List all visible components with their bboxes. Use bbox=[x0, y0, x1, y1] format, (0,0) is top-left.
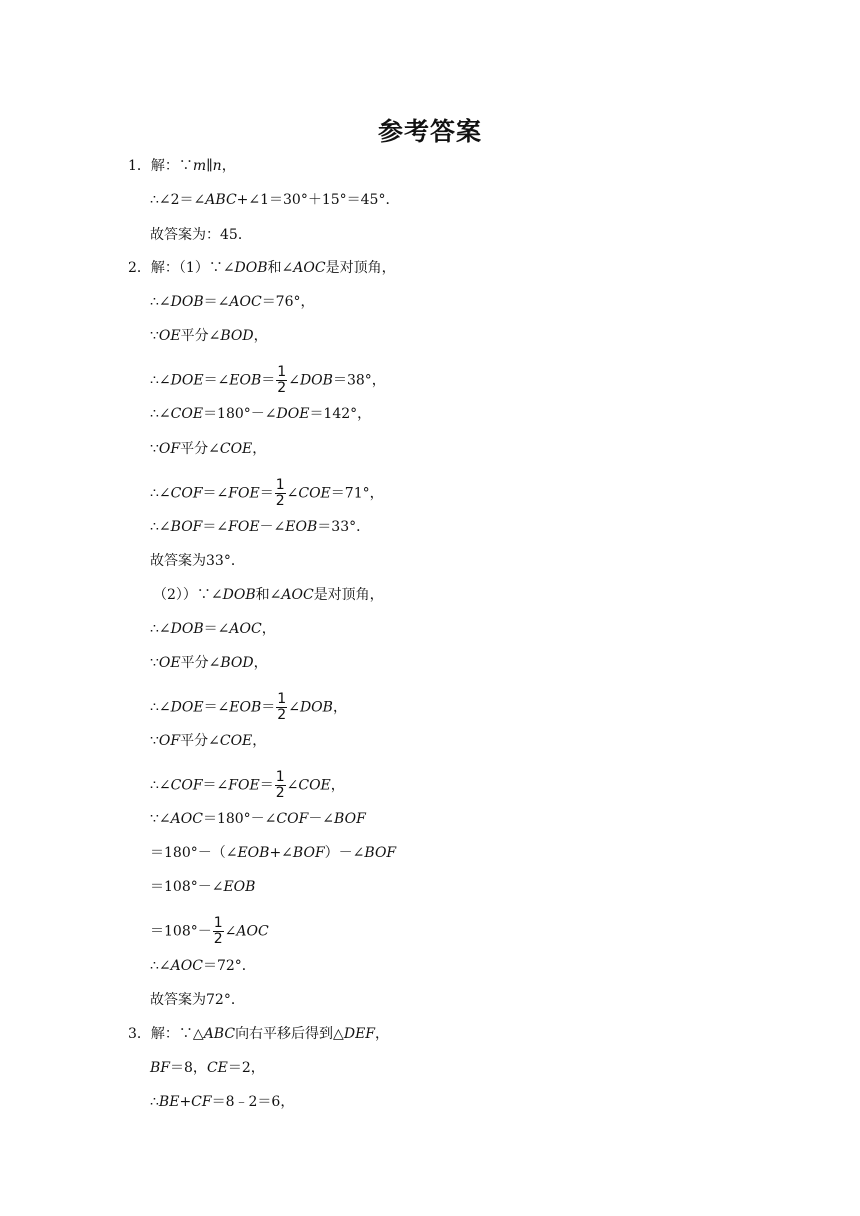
page-title: 参考答案 bbox=[377, 117, 482, 146]
q2-p1-step: ∵OF平分∠COE， bbox=[150, 441, 267, 457]
fraction-one-half: $\frac{1}{2}$ bbox=[275, 769, 285, 801]
fraction-one-half: $\frac{1}{2}$ bbox=[213, 915, 223, 947]
q2-p2-step: ∵OE平分∠BOD， bbox=[150, 655, 268, 671]
q2-heading: 2．解：（1）∵∠DOB和∠AOC是对顶角， bbox=[128, 260, 396, 276]
q2-p1-step: ∴∠BOF＝∠FOE－∠EOB＝33°． bbox=[150, 519, 371, 535]
q2-p2-step: ＝108°－ $\frac{1}{2}$ ∠AOC bbox=[150, 915, 269, 947]
q1-step: ∴∠2＝∠ABC+∠1＝30°＋15°＝45°． bbox=[150, 192, 400, 208]
q3-step: ∴BE+CF＝8﹣2＝6， bbox=[150, 1094, 295, 1110]
q2-p2-step: ∴∠DOE＝∠EOB＝ $\frac{1}{2}$ ∠DOB， bbox=[150, 691, 347, 723]
q1-answer: 故答案为：45． bbox=[150, 227, 252, 243]
q2-p1-answer: 故答案为33°． bbox=[150, 553, 245, 569]
q2-p1-step: ∴∠DOE＝∠EOB＝ $\frac{1}{2}$ ∠DOB＝38°， bbox=[150, 364, 386, 396]
q2-p2-step: ＝108°－∠EOB bbox=[150, 879, 256, 895]
fraction-one-half: $\frac{1}{2}$ bbox=[277, 691, 287, 723]
q2-p1-step: ∴∠COF＝∠FOE＝ $\frac{1}{2}$ ∠COE＝71°， bbox=[150, 477, 384, 509]
q3-heading: 3．解：∵△ABC向右平移后得到△DEF， bbox=[128, 1026, 390, 1042]
q2-p2-step: ∴∠AOC＝72°． bbox=[150, 958, 256, 974]
q2-p1-step: ∵OE平分∠BOD， bbox=[150, 328, 268, 344]
q2-p1-step: ∴∠COE＝180°－∠DOE＝142°， bbox=[150, 406, 372, 422]
q2-p2-step: ∴∠COF＝∠FOE＝ $\frac{1}{2}$ ∠COE， bbox=[150, 769, 345, 801]
q1-heading: 1．解：∵m∥n， bbox=[128, 158, 236, 174]
q2-p2-answer: 故答案为72°． bbox=[150, 992, 245, 1008]
q2-p2-step: ∵OF平分∠COE， bbox=[150, 733, 267, 749]
fraction-one-half: $\frac{1}{2}$ bbox=[275, 477, 285, 509]
fraction-one-half: $\frac{1}{2}$ bbox=[277, 364, 287, 396]
q2-p1-step: ∴∠DOB＝∠AOC＝76°， bbox=[150, 294, 315, 310]
q2-p2-step: ∵∠AOC＝180°－∠COF－∠BOF bbox=[150, 811, 366, 827]
q2-p2-heading: （2））∵∠DOB和∠AOC是对顶角， bbox=[153, 587, 384, 603]
q3-step: BF＝8，CE＝2， bbox=[150, 1060, 265, 1076]
q2-p2-step: ∴∠DOB＝∠AOC， bbox=[150, 621, 276, 637]
q2-p2-step: ＝180°－（∠EOB+∠BOF）－∠BOF bbox=[150, 845, 397, 861]
